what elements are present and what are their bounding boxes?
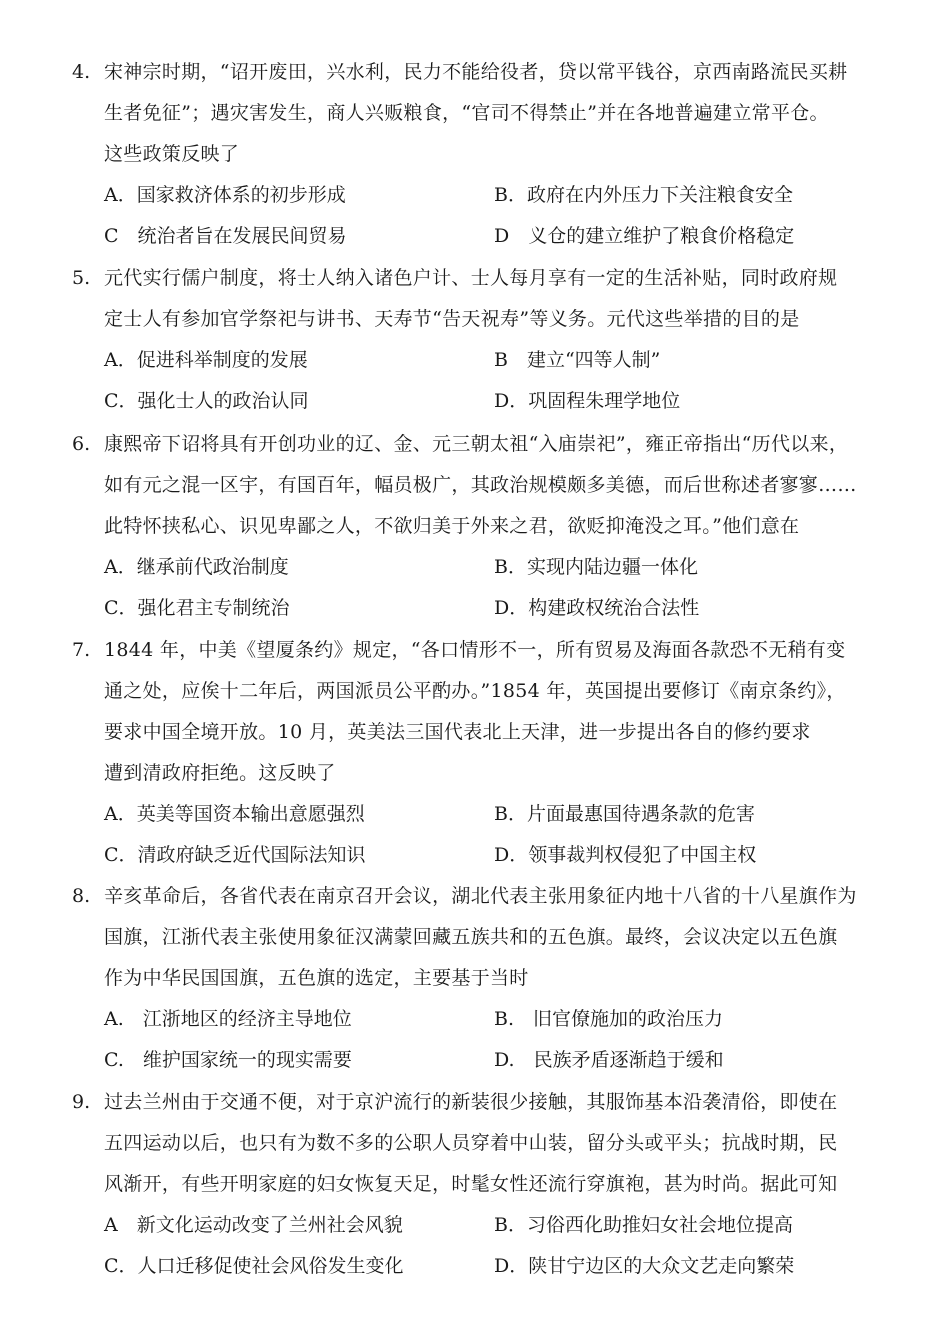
option-d[interactable]: D 义仓的建立维护了粮食价格稳定 [494, 225, 795, 247]
option-d[interactable]: D．陕甘宁边区的大众文艺走向繁荣 [494, 1255, 795, 1277]
option-a[interactable]: A．促进科举制度的发展 [104, 349, 308, 371]
question-stem [104, 424, 892, 547]
stem-line: 宋神宗时期，“诏开废田，兴水利，民力不能给役者，贷以常平钱谷，京西南路流民买耕 [104, 61, 848, 83]
stem-line: 这些政策反映了 [104, 143, 240, 165]
option-a[interactable]: A．继承前代政治制度 [104, 556, 289, 578]
option-b[interactable]: B．片面最惠国待遇条款的危害 [494, 803, 755, 825]
option-c[interactable]: C. 维护国家统一的现实需要 [104, 1049, 352, 1071]
option-a[interactable]: A 新文化运动改变了兰州社会风貌 [104, 1214, 403, 1236]
option-c[interactable]: C．人口迁移促使社会风俗发生变化 [104, 1255, 404, 1277]
stem-line: 康熙帝下诏将具有开创功业的辽、金、元三朝太祖“入庙崇祀”，雍正帝指出“历代以来， [104, 433, 849, 455]
option-list [104, 794, 892, 876]
option-a[interactable]: A．英美等国资本输出意愿强烈 [104, 803, 365, 825]
question-5 [72, 258, 892, 422]
question-number: 6. [72, 433, 91, 455]
option-c[interactable]: C．强化君主专制统治 [104, 597, 290, 619]
question-8 [72, 876, 892, 1081]
stem-line: 元代实行儒户制度，将士人纳入诸色户计、士人每月享有一定的生活补贴，同时政府规 [104, 267, 838, 289]
question-4 [72, 52, 892, 257]
option-list [104, 999, 892, 1081]
option-a[interactable]: A．国家救济体系的初步形成 [104, 184, 346, 206]
stem-line: 要求中国全境开放。10 月，英美法三国代表北上天津，进一步提出各自的修约要求 [104, 721, 811, 743]
question-stem [104, 52, 892, 175]
stem-line: 通之处，应俟十二年后，两国派员公平酌办。”1854 年，英国提出要修订《南京条约》， [104, 680, 846, 702]
option-list [104, 547, 892, 629]
question-number: 9. [72, 1091, 91, 1113]
option-b[interactable]: B. 旧官僚施加的政治压力 [494, 1008, 724, 1030]
question-number: 7. [72, 639, 91, 661]
stem-line: 风渐开，有些开明家庭的妇女恢复天足，时髦女性还流行穿旗袍，甚为时尚。据此可知 [104, 1173, 838, 1195]
question-stem [104, 876, 892, 999]
option-c[interactable]: C．强化士人的政治认同 [104, 390, 309, 412]
option-b[interactable]: B．政府在内外压力下关注粮食安全 [494, 184, 793, 206]
stem-line: 辛亥革命后，各省代表在南京召开会议，湖北代表主张用象征内地十八省的十八星旗作为 [104, 885, 857, 907]
option-d[interactable]: D. 民族矛盾逐渐趋于缓和 [494, 1049, 724, 1071]
stem-line: 1844 年，中美《望厦条约》规定，“各口情形不一，所有贸易及海面各款恐不无稍有变 [104, 639, 846, 661]
question-stem [104, 258, 892, 340]
stem-line: 五四运动以后，也只有为数不多的公职人员穿着中山装，留分头或平头；抗战时期，民 [104, 1132, 838, 1154]
stem-line: 生者免征”；遇灾害发生，商人兴贩粮食，“官司不得禁止”并在各地普遍建立常平仓。 [104, 102, 829, 124]
stem-line: 作为中华民国国旗，五色旗的选定，主要基于当时 [104, 967, 529, 989]
option-d[interactable]: D．构建政权统治合法性 [494, 597, 700, 619]
option-list [104, 340, 892, 422]
option-list [104, 1205, 892, 1287]
question-9 [72, 1082, 892, 1287]
question-number: 8. [72, 885, 91, 907]
option-list [104, 175, 892, 257]
question-7 [72, 630, 892, 876]
stem-line: 如有元之混一区宇，有国百年，幅员极广，其政治规模颇多美德，而后世称述者寥寥…… [104, 474, 857, 496]
stem-line: 遭到清政府拒绝。这反映了 [104, 762, 336, 784]
option-c[interactable]: C．清政府缺乏近代国际法知识 [104, 844, 366, 866]
stem-line: 国旗，江浙代表主张使用象征汉满蒙回藏五族共和的五色旗。最终，会议决定以五色旗 [104, 926, 838, 948]
question-number: 5. [72, 267, 91, 289]
option-a[interactable]: A. 江浙地区的经济主导地位 [104, 1008, 352, 1030]
question-stem [104, 630, 892, 794]
stem-line: 定士人有参加官学祭祀与讲书、天寿节“告天祝寿”等义务。元代这些举措的目的是 [104, 308, 800, 330]
option-c[interactable]: C 统治者旨在发展民间贸易 [104, 225, 347, 247]
option-b[interactable]: B．实现内陆边疆一体化 [494, 556, 698, 578]
option-b[interactable]: B 建立“四等人制” [494, 349, 661, 371]
option-d[interactable]: D．巩固程朱理学地位 [494, 390, 681, 412]
question-number: 4. [72, 61, 91, 83]
stem-line: 过去兰州由于交通不便，对于京沪流行的新装很少接触，其服饰基本沿袭清俗，即使在 [104, 1091, 838, 1113]
question-6 [72, 424, 892, 629]
option-d[interactable]: D．领事裁判权侵犯了中国主权 [494, 844, 757, 866]
stem-line: 此特怀挟私心、识见卑鄙之人，不欲归美于外来之君，欲贬抑淹没之耳。”他们意在 [104, 515, 800, 537]
option-b[interactable]: B．习俗西化助推妇女社会地位提高 [494, 1214, 793, 1236]
question-stem [104, 1082, 892, 1205]
